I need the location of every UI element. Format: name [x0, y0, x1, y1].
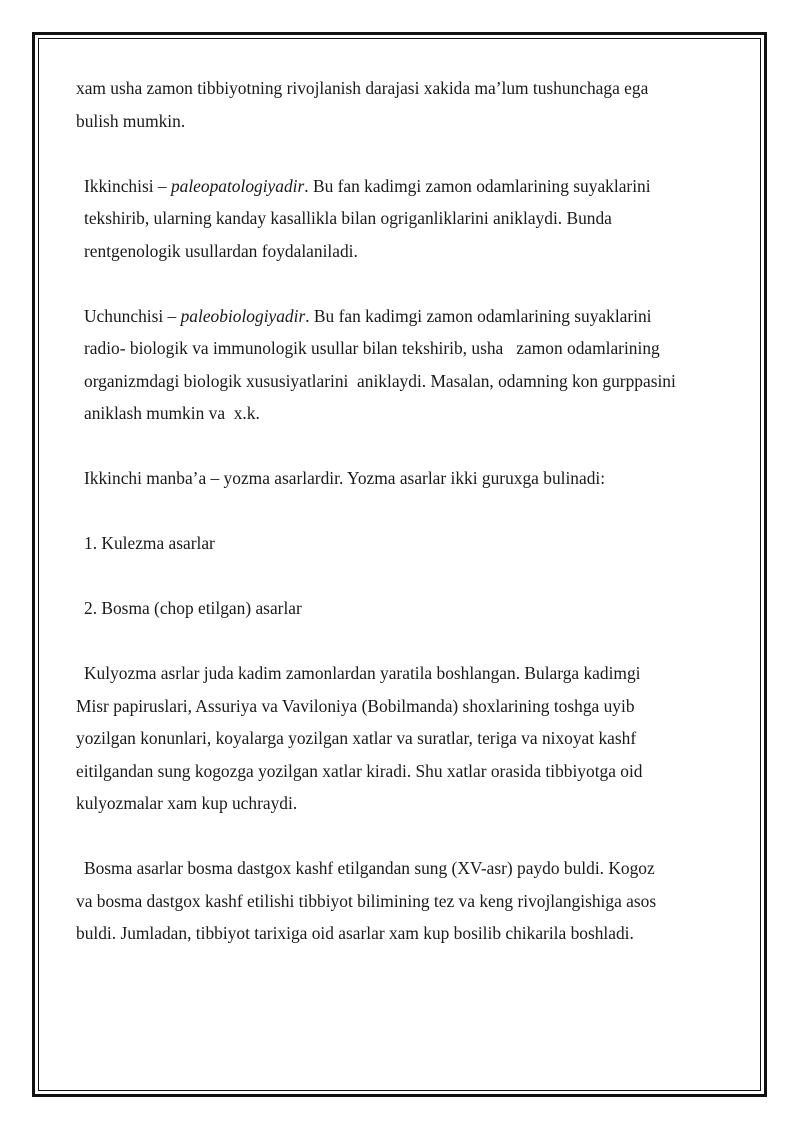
text-line: radio- biologik va immunologik usullar bilan tekshirib, usha zamon odamlarining [84, 338, 660, 358]
text-fragment: . Bu fan kadimgi zamon odamlarining suyaklarini [305, 305, 652, 326]
paragraph-paleobiology [76, 300, 736, 430]
text-line: yozilgan konunlari, koyalarga yozilgan xatlar va suratlar, teriga va nixoyat kashf [76, 728, 637, 748]
text-line: Ikkinchi manba’a – yozma asarlardir. Yozma asarlar ikki guruxga bulinadi: [84, 468, 606, 488]
text-line: bulish mumkin. [76, 110, 186, 131]
document-body [76, 72, 736, 982]
text-fragment: Ikkinchisi – [84, 175, 171, 196]
text-line: xam usha zamon tibbiyotning rivojlanish darajasi xakida ma’lum tushunchaga ega [76, 78, 649, 98]
text-fragment: . Bu fan kadimgi zamon odamlarining suyaklarini [304, 175, 651, 196]
term-paleopatologiyadir: paleopatologiyadir [170, 175, 305, 196]
text-fragment: Uchunchisi – [84, 305, 181, 326]
paragraph-1 [76, 72, 736, 137]
text-line: buldi. Jumladan, tibbiyot tarixiga oid asarlar xam kup bosilib chikarila boshladi. [76, 923, 634, 943]
text-line: aniklash mumkin va x.k. [84, 403, 260, 423]
text-line: kulyozmalar xam kup uchraydi. [76, 793, 298, 813]
text-line: organizmdagi biologik xususiyatlarini aniklaydi. Masalan, odamning kon gurppasini [84, 370, 676, 391]
text-line: 2. Bosma (chop etilgan) asarlar [84, 598, 302, 618]
text-line: Kulyozma asrlar juda kadim zamonlardan yaratila boshlangan. Bularga kadimgi [84, 663, 641, 683]
text-line: 1. Kulezma asarlar [84, 533, 215, 553]
list-item-manuscripts [76, 527, 736, 560]
text-line: Bosma asarlar bosma dastgox kashf etilgandan sung (XV-asr) paydo buldi. Kogoz [84, 858, 655, 878]
paragraph-printed-works [76, 852, 736, 950]
text-line [84, 300, 736, 333]
text-line: va bosma dastgox kashf etilishi tibbiyot bilimining tez va keng rivojlangishiga asos [76, 890, 657, 911]
text-line: Misr papiruslari, Assuriya va Vaviloniya (Bobilmanda) shoxlarining toshga uyib [76, 695, 635, 716]
paragraph-paleopathology [76, 170, 736, 268]
text-line: eitilgandan sung kogozga yozilgan xatlar kiradi. Shu xatlar orasida tibbiyotga oid [76, 760, 643, 781]
paragraph-manuscripts [76, 657, 736, 820]
paragraph-written-sources [76, 462, 736, 495]
text-line: rentgenologik usullardan foydalaniladi. [84, 240, 358, 261]
text-line [84, 170, 736, 203]
list-item-printed [76, 592, 736, 625]
text-line: tekshirib, ularning kanday kasallikla bilan ogriganliklarini aniklaydi. Bunda [84, 208, 612, 228]
term-paleobiologiyadir: paleobiologiyadir [180, 305, 306, 326]
